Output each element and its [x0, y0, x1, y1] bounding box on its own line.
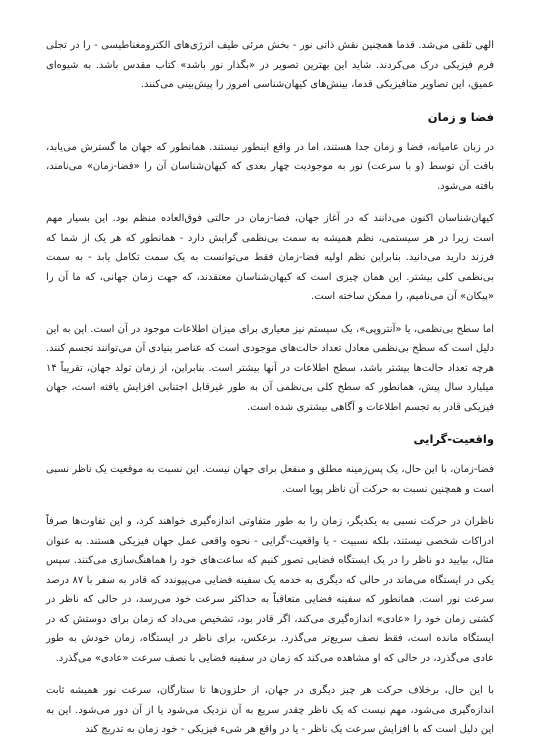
section-heading-space-time: فضا و زمان [427, 109, 494, 124]
intro-paragraph: الهی تلقی می‌شد. قدما همچنین نقش ذاتی نور - بخش مرئی طیف انرژی‌های الکترومغناطیسی - را در تجلی فرم فیزیکی درک می‌کردند. شاید این بهترین تصویر در «بگذار نور باشد» کتاب مقدس باشد. به شیوه‌ای عمیق، این تصاویر متافیزیکی قدما، بینش‌های کیهان‌شناسی امروز را پیش‌بینی می‌کنند. [46, 40, 494, 90]
section-heading-relativity: واقعیت-گرایی [413, 432, 494, 446]
paragraph: ناظران در حرکت نسبی به یکدیگر، زمان را به طور متفاوتی اندازه‌گیری خواهند کرد، و این تفاوت‌ها صرفاً ادراکات شخصی نیستند، بلکه نسبیت - یا واقعیت-گرایی - نحوه واقعی عمل جهان فیزیکی هستند. به عنوان مثال، بیایید دو ناظر را در یک ایستگاه فضایی تصور کنیم که ساعت‌های خود را هماهنگ‌سازی می‌کنند. سپس یکی در ایستگاه می‌ماند در حالی که دیگری به خدمه یک سفینه فضایی می‌پیوندد که قادر به سفر با ۸۷ درصد سرعت نور است. همانطور که سفینه فضایی متعاقباً به حداکثر سرعت خود می‌رسد، در حالی که ناظر در کشتی زمان خود را «عادی» اندازه‌گیری می‌کند، اگر قادر بود، تشخیص می‌داد که زمان برای دوستش که در ایستگاه مانده است، فقط نصف سریع‌تر می‌گذرد. برعکس، برای ناظر در ایستگاه، زمان خودش به طور عادی می‌گذرد، در حالی که او مشاهده می‌کند که زمان در سفینه فضایی با نصف سرعت «عادی» می‌گذرد. [46, 516, 495, 664]
paragraph: با این حال، برخلاف حرکت هر چیز دیگری در جهان، از حلزون‌ها تا ستارگان، سرعت نور همیشه ثابت اندازه‌گیری می‌شود، مهم نیست که یک ناظر چقدر سریع به آن نزدیک می‌شود یا از آن دور می‌شود. این به این دلیل است که با افزایش سرعت یک ناظر - یا در واقع هر شیء فیزیکی - خود زمان به تدریج کند [46, 685, 494, 735]
paragraph: اما سطح بی‌نظمی، یا «آنتروپی»، یک سیستم نیز معیاری برای میزان اطلاعات موجود در آن است. این به این دلیل است که سطح بی‌نظمی معادل تعداد حالت‌های موجودی است که عناصر بنیادی آن می‌توانند تجسم کنند. هرچه تعداد حالت‌ها بیشتر باشد، سطح اطلاعات در آنها بیشتر است. بنابراین، از زمان تولد جهان، تقریباً ۱۴ میلیارد سال پیش، همانطور که سطح کلی بی‌نظمی آن به طور غیرقابل اجتنابی افزایش یافته است، جهان فیزیکی قادر به تجسم اطلاعات و آگاهی بیشتری شده است. [46, 323, 494, 413]
paragraph: فضا-زمان، با این حال، یک پس‌زمینه مطلق و منفعل برای جهان نیست. این نسبت به موقعیت یک ناظر نسبی است و همچنین نسبت به حرکت آن ناظر پویا است. [46, 464, 494, 495]
paragraph: در زبان عامیانه، فضا و زمان جدا هستند، اما در واقع اینطور نیستند. همانطور که جهان ما گسترش می‌یابد، بافت آن توسط (و با سرعت) نور به موجودیت چهار بعدی که کیهان‌شناسان آن را «فضا-زمان» می‌نامند، بافته می‌شود. [46, 141, 494, 192]
paragraph: کیهان‌شناسان اکنون می‌دانند که در آغاز جهان، فضا-زمان در حالتی فوق‌العاده منظم بود. این بسیار مهم است زیرا در هر سیستمی، نظم همیشه به سمت بی‌نظمی گرایش دارد - همانطور که هر یک از شما که فرزند دارید می‌دانید. بنابراین نظم اولیه فضا-زمان فقط می‌توانست به یک سمت تکامل یابد - به سمت بی‌نظمی کلی بیشتر. این همان چیزی است که کیهان‌شناسان معتقدند، که جهت زمان جهانی، که ما آن را «پیکان» آن می‌نامیم، را ممکن ساخته است. [46, 213, 494, 302]
